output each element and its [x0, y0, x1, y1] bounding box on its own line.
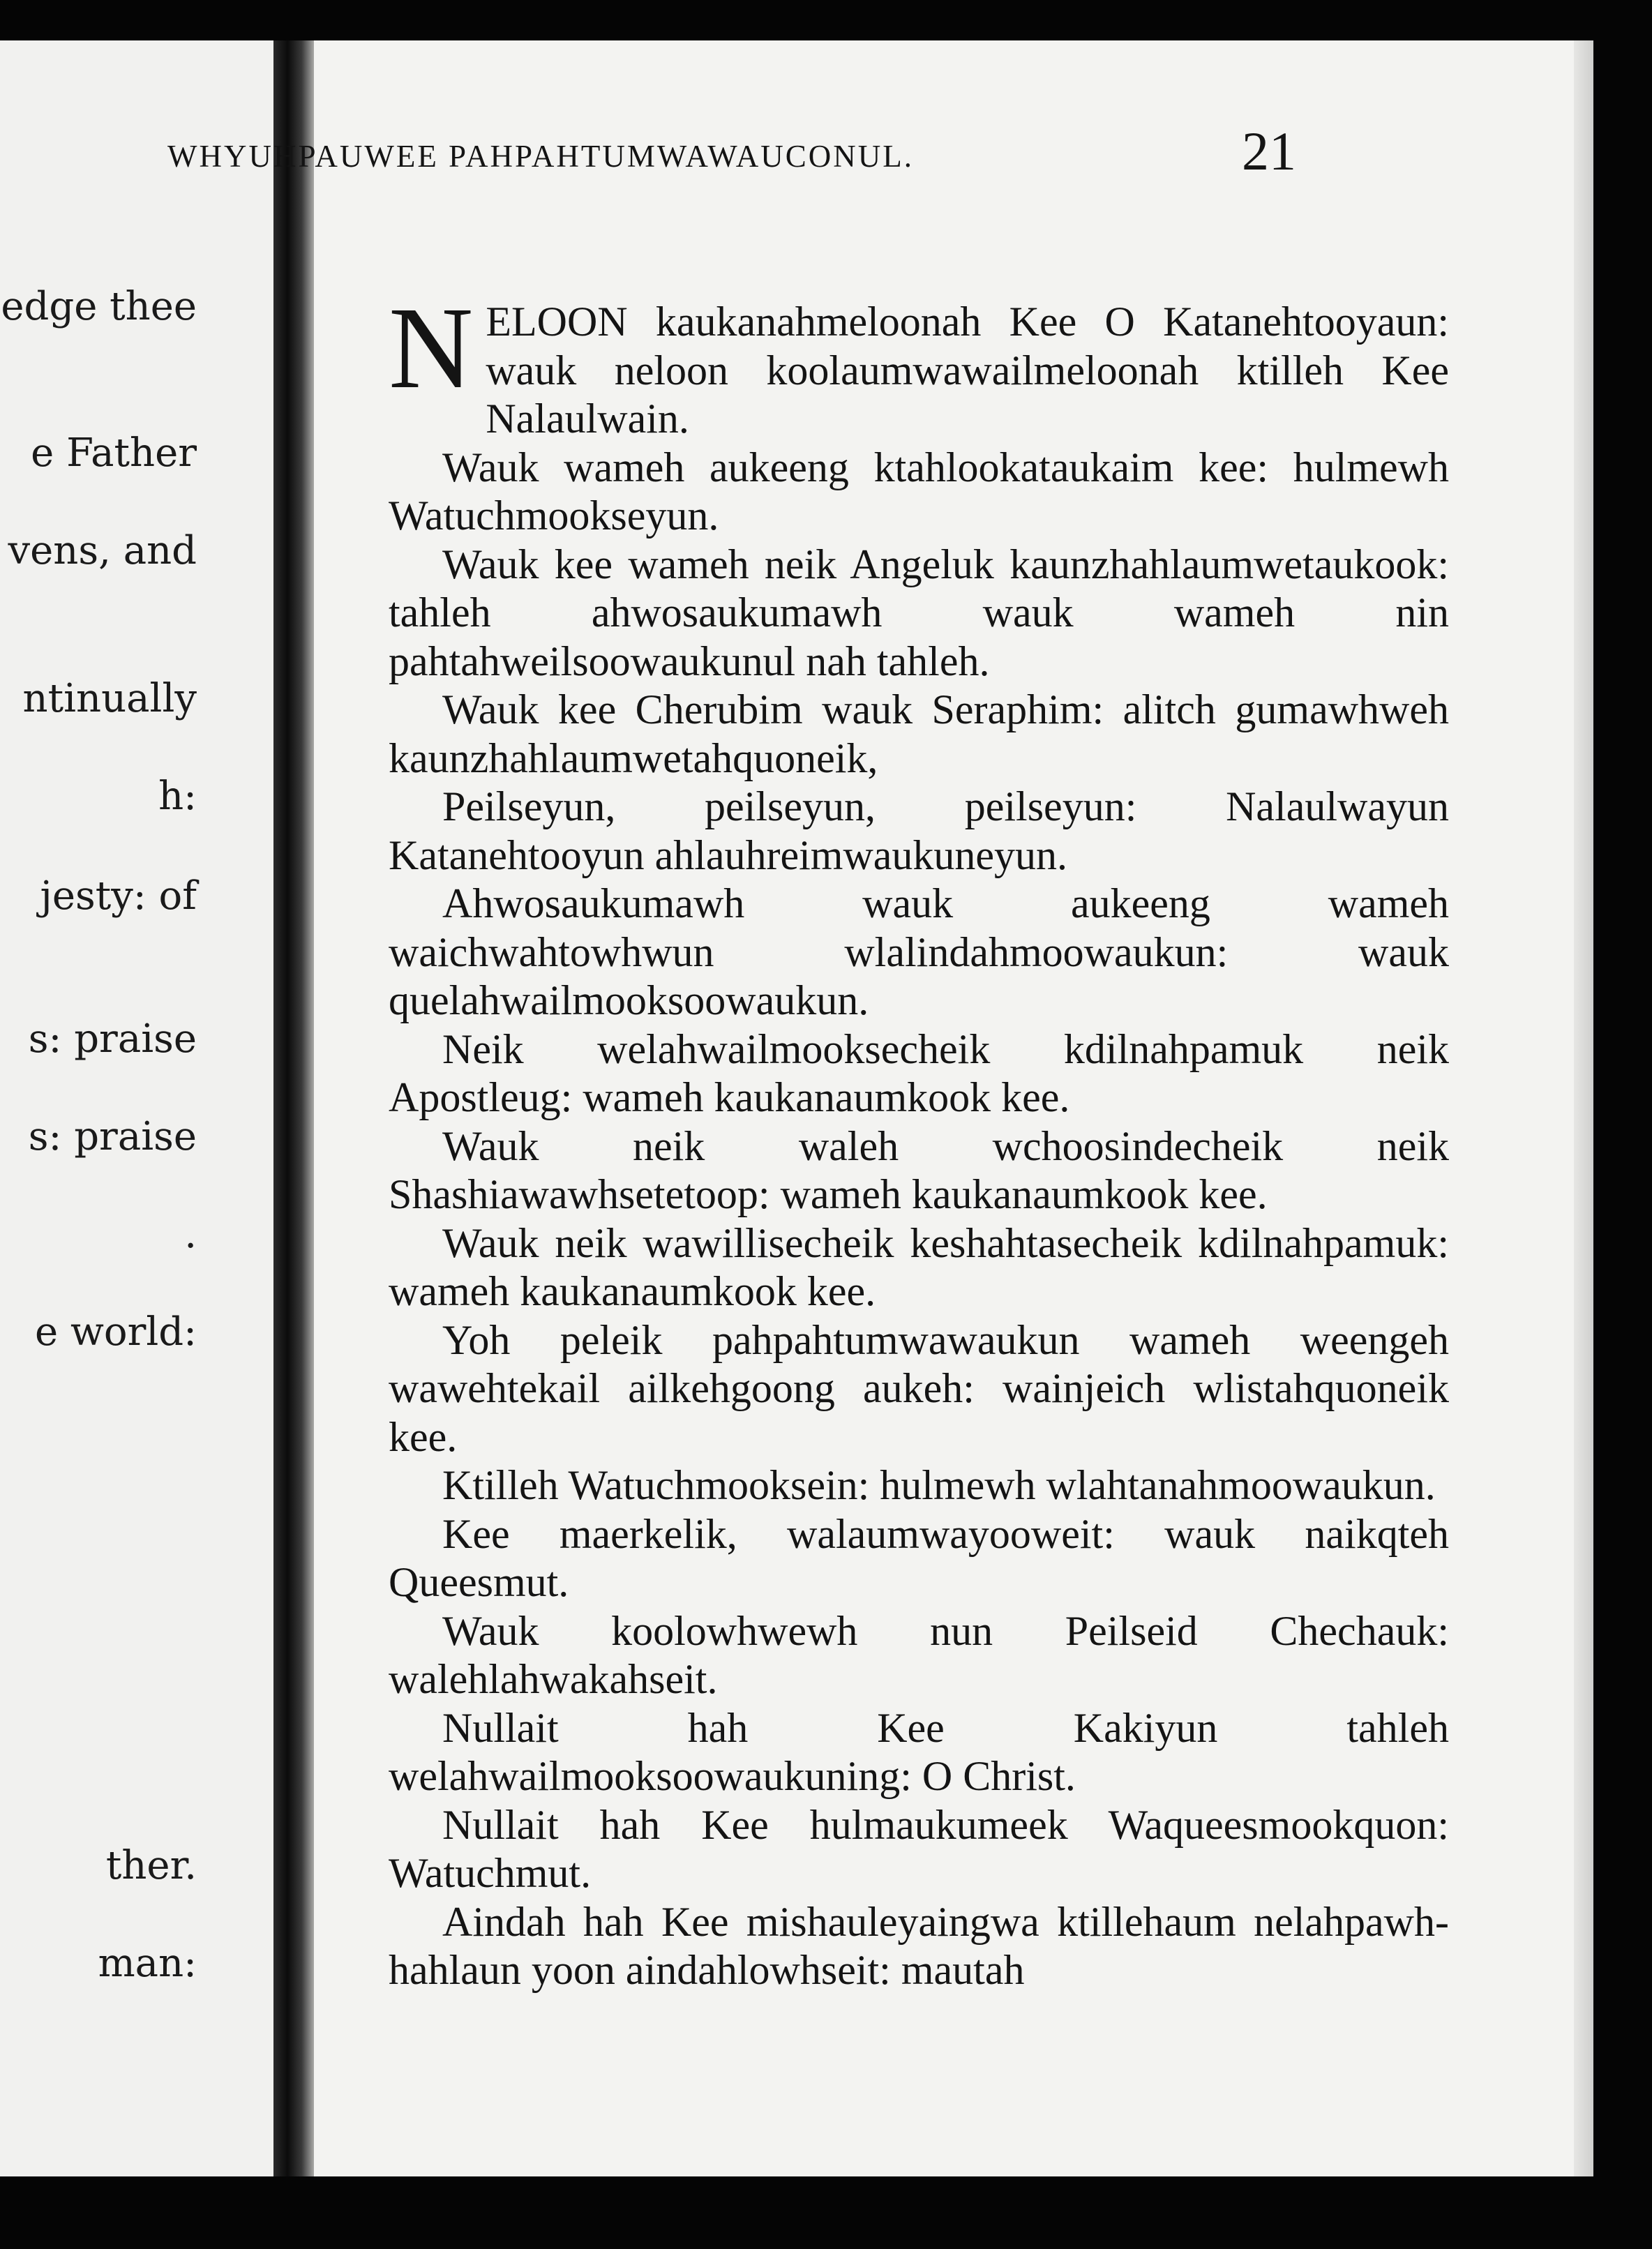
verse: Nullait hah Kee hulmaukumeek Waqueesmookquon: Watuchmut.: [389, 1801, 1449, 1896]
book-gutter: [273, 40, 314, 2176]
drop-cap: N: [389, 283, 474, 413]
first-verse: [389, 283, 1449, 444]
canticle-text: [389, 283, 1449, 1995]
left-fragment: ther.: [105, 1843, 197, 1888]
left-fragment: h:: [158, 774, 197, 819]
verse: Wauk neik wawillisecheik keshahtasecheik kdilnahpamuk: wameh kaukanaumkook kee.: [389, 1219, 1449, 1314]
left-fragment: vens, and: [8, 528, 197, 573]
left-fragment: e world:: [35, 1309, 197, 1355]
verse: Wauk wameh aukeeng ktahlookataukaim kee: hulmewh Watuchmookseyun.: [389, 444, 1449, 539]
left-fragment: ntinually: [22, 676, 197, 721]
left-fragment: s: praise: [28, 1016, 197, 1062]
first-verse-text: ELOON kaukanahmeloonah Kee O Katanehtooyaun: wauk neloon koolaumwawailmeloonah ktilleh Kee Nalaulwain.: [486, 299, 1449, 442]
left-fragment: jesty: of: [40, 873, 197, 919]
left-fragment: edge thee: [1, 284, 197, 329]
verse: Ahwosaukumawh wauk aukeeng wameh waichwahtowhwun wlalindahmoowaukun: wauk quelahwailmooksoowaukun.: [389, 880, 1449, 1023]
left-fragment: man:: [98, 1941, 197, 1986]
running-title: WHYUHPAUWEE PAHPAHTUMWAWAUCONUL.: [167, 139, 914, 174]
verse: Wauk kee Cherubim wauk Seraphim: alitch gumawhweh kaunzhahlaumwetahquoneik,: [389, 686, 1449, 781]
left-fragment: e Father: [31, 430, 197, 476]
page-edge: [1574, 40, 1593, 2176]
page-number: 21: [1242, 121, 1296, 181]
verse: Wauk neik waleh wchoosindecheik neik Shashiawawhsetetoop: wameh kaukanaumkook kee.: [389, 1122, 1449, 1217]
verse: Wauk koolowhwewh nun Peilseid Chechauk: walehlahwakahseit.: [389, 1607, 1449, 1702]
facing-page-fragment: [0, 40, 273, 2176]
verse: Yoh peleik pahpahtumwawaukun wameh weengeh wawehtekail ailkehgoong aukeh: wainjeich wlistahquoneik kee.: [389, 1316, 1449, 1460]
left-fragment: s: praise: [28, 1114, 197, 1159]
verse: Wauk kee wameh neik Angeluk kaunzhahlaumwetaukook: tahleh ahwosaukumawh wauk wameh nin pahtahweilsoowaukunul nah tahleh.: [389, 541, 1449, 684]
verse: Kee maerkelik, walaumwayooweit: wauk naikqteh Queesmut.: [389, 1510, 1449, 1605]
left-fragment: .: [184, 1212, 197, 1257]
running-head: [167, 120, 1458, 187]
verse: Aindah hah Kee mishauleyaingwa ktillehaum nelahpawh-hahlaun yoon aindahlowhseit: mautah: [389, 1898, 1449, 1993]
verse: Nullait hah Kee Kakiyun tahleh welahwailmooksoowaukuning: O Christ.: [389, 1704, 1449, 1799]
verse: Ktilleh Watuchmooksein: hulmewh wlahtanahmoowaukun.: [442, 1462, 1436, 1508]
verse: Neik welahwailmooksecheik kdilnahpamuk neik Apostleug: wameh kaukanaumkook kee.: [389, 1025, 1449, 1120]
verse: Peilseyun, peilseyun, peilseyun: Nalaulwayun Katanehtooyun ahlauhreimwaukuneyun.: [389, 783, 1449, 878]
